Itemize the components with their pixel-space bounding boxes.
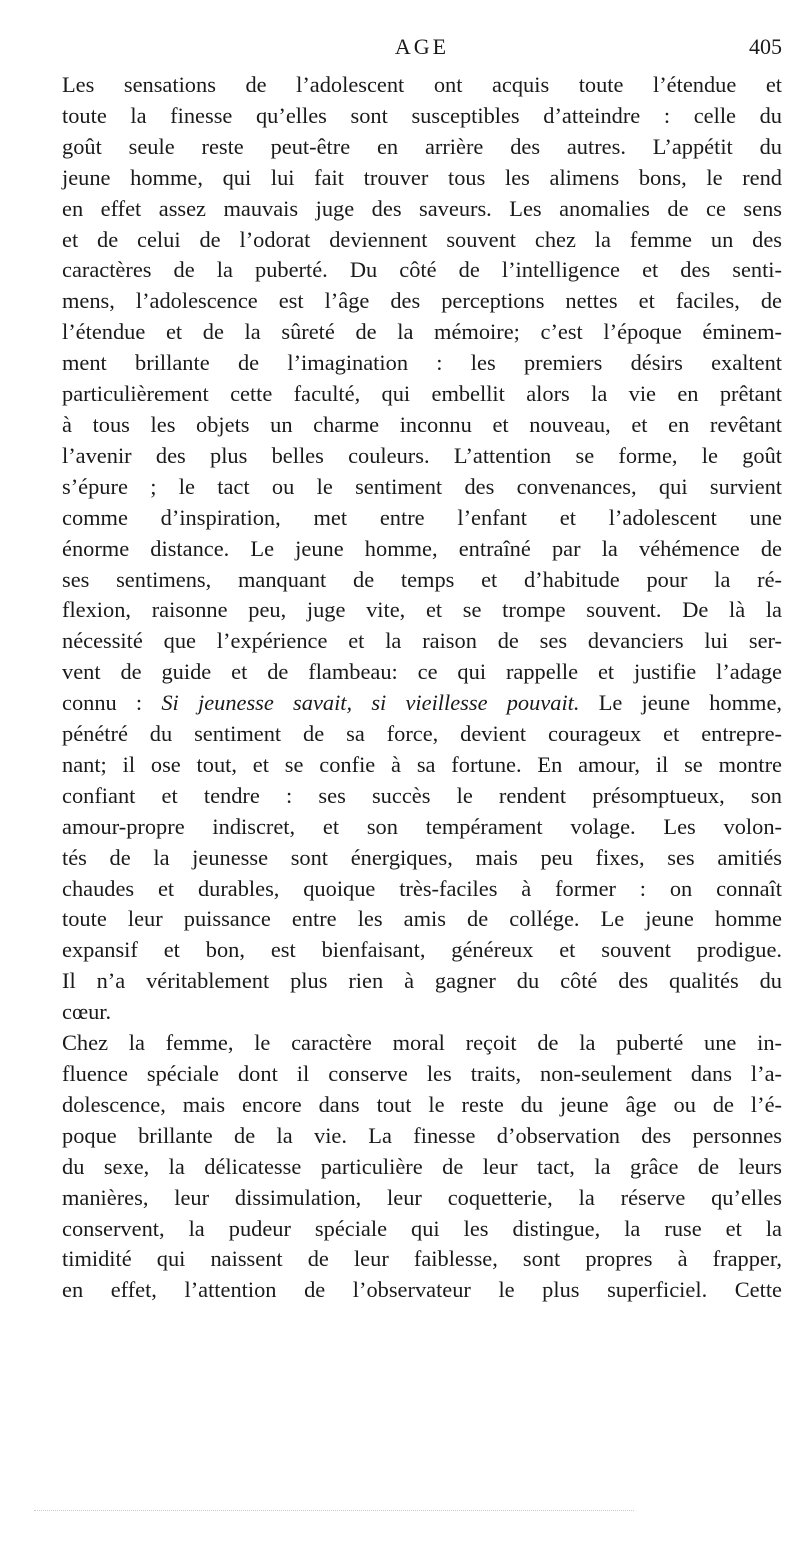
text-line: ses sentimens, manquant de temps et d’habitude pour la ré- [62,566,782,592]
text-line: expansif et bon, est bienfaisant, généreux et souvent prodigue. [62,937,782,963]
page-number: 405 [749,34,782,59]
text-line: nant; il ose tout, et se confie à sa fortune. En amour, il se montre [62,751,782,777]
text-line: en effet assez mauvais juge des saveurs. Les anomalies de ce sens [62,195,782,221]
adage-before: connu : [62,690,162,716]
text-line: Chez la femme, le caractère moral reçoit de la puberté une in- [62,1030,782,1056]
text-line: en effet, l’attention de l’observateur le plus superficiel. Cette [62,1277,782,1303]
paragraph-femme [62,1028,782,1306]
text-line: fluence spéciale dont il conserve les traits, non-seulement dans l’a- [62,1061,782,1086]
adage-line [62,688,782,719]
text-line: toute la finesse qu’elles sont susceptibles d’atteindre : celle du [62,102,782,128]
text-line: toute leur puissance entre les amis de collége. Le jeune homme [62,906,782,932]
adage-quote: Si jeunesse savait, si vieillesse pouvait. [161,690,580,716]
text-line: l’étendue et de la sûreté de la mémoire; c’est l’époque éminem- [62,319,782,345]
text-line: confiant et tendre : ses succès le rendent présomptueux, son [62,782,782,808]
text-line: manières, leur dissimulation, leur coquetterie, la réserve qu’elles [62,1184,782,1210]
text-line: mens, l’adolescence est l’âge des perceptions nettes et faciles, de [62,288,782,314]
text-line: à tous les objets un charme inconnu et nouveau, et en revêtant [62,411,782,437]
text-line: et de celui de l’odorat deviennent souvent chez la femme un des [62,226,782,252]
text-line: tés de la jeunesse sont énergiques, mais peu fixes, ses amitiés [62,844,782,870]
text-line: dolescence, mais encore dans tout le reste du jeune âge ou de l’é- [62,1091,782,1117]
text-line: nécessité que l’expérience et la raison de ses devanciers lui ser- [62,628,782,654]
text-line: vent de guide et de flambeau: ce qui rappelle et justifie l’adage [62,659,782,685]
text-line: particulièrement cette faculté, qui embellit alors la vie en prêtant [62,381,782,407]
running-title: AGE [394,34,450,59]
text-line: cœur. [62,999,112,1025]
text-line: pénétré du sentiment de sa force, devient courageux et entrepre- [62,721,782,747]
text-line: poque brillante de la vie. La finesse d’observation des personnes [62,1122,782,1148]
text-line: jeune homme, qui lui fait trouver tous les alimens bons, le rend [62,164,782,190]
adage-after: Le jeune homme, [579,690,782,716]
page-header [62,34,782,68]
text-line: amour-propre indiscret, et son tempérament volage. Les volon- [62,813,782,839]
footer-bleed-line [34,1510,634,1511]
body-text [62,70,782,1306]
text-line: flexion, raisonne peu, juge vite, et se trompe souvent. De là la [62,597,782,623]
paragraph-adolescent [62,70,782,1028]
text-line: s’épure ; le tact ou le sentiment des convenances, qui survient [62,473,782,499]
text-line: caractères de la puberté. Du côté de l’intelligence et des senti- [62,257,782,283]
text-line: timidité qui naissent de leur faiblesse, sont propres à frapper, [62,1246,782,1272]
text-line: du sexe, la délicatesse particulière de leur tact, la grâce de leurs [62,1153,782,1179]
text-line: conservent, la pudeur spéciale qui les distingue, la ruse et la [62,1215,782,1241]
text-line: ment brillante de l’imagination : les premiers désirs exaltent [62,350,782,376]
text-line: comme d’inspiration, met entre l’enfant et l’adolescent une [62,504,782,530]
text-line: l’avenir des plus belles couleurs. L’attention se forme, le goût [62,442,782,468]
text-line: Les sensations de l’adolescent ont acquis toute l’étendue et [62,72,782,97]
text-line: énorme distance. Le jeune homme, entraîné par la véhémence de [62,535,782,561]
text-line: chaudes et durables, quoique très-faciles à former : on connaît [62,875,782,901]
text-line: goût seule reste peut-être en arrière des autres. L’appétit du [62,133,782,159]
text-line: Il n’a véritablement plus rien à gagner du côté des qualités du [62,968,782,994]
